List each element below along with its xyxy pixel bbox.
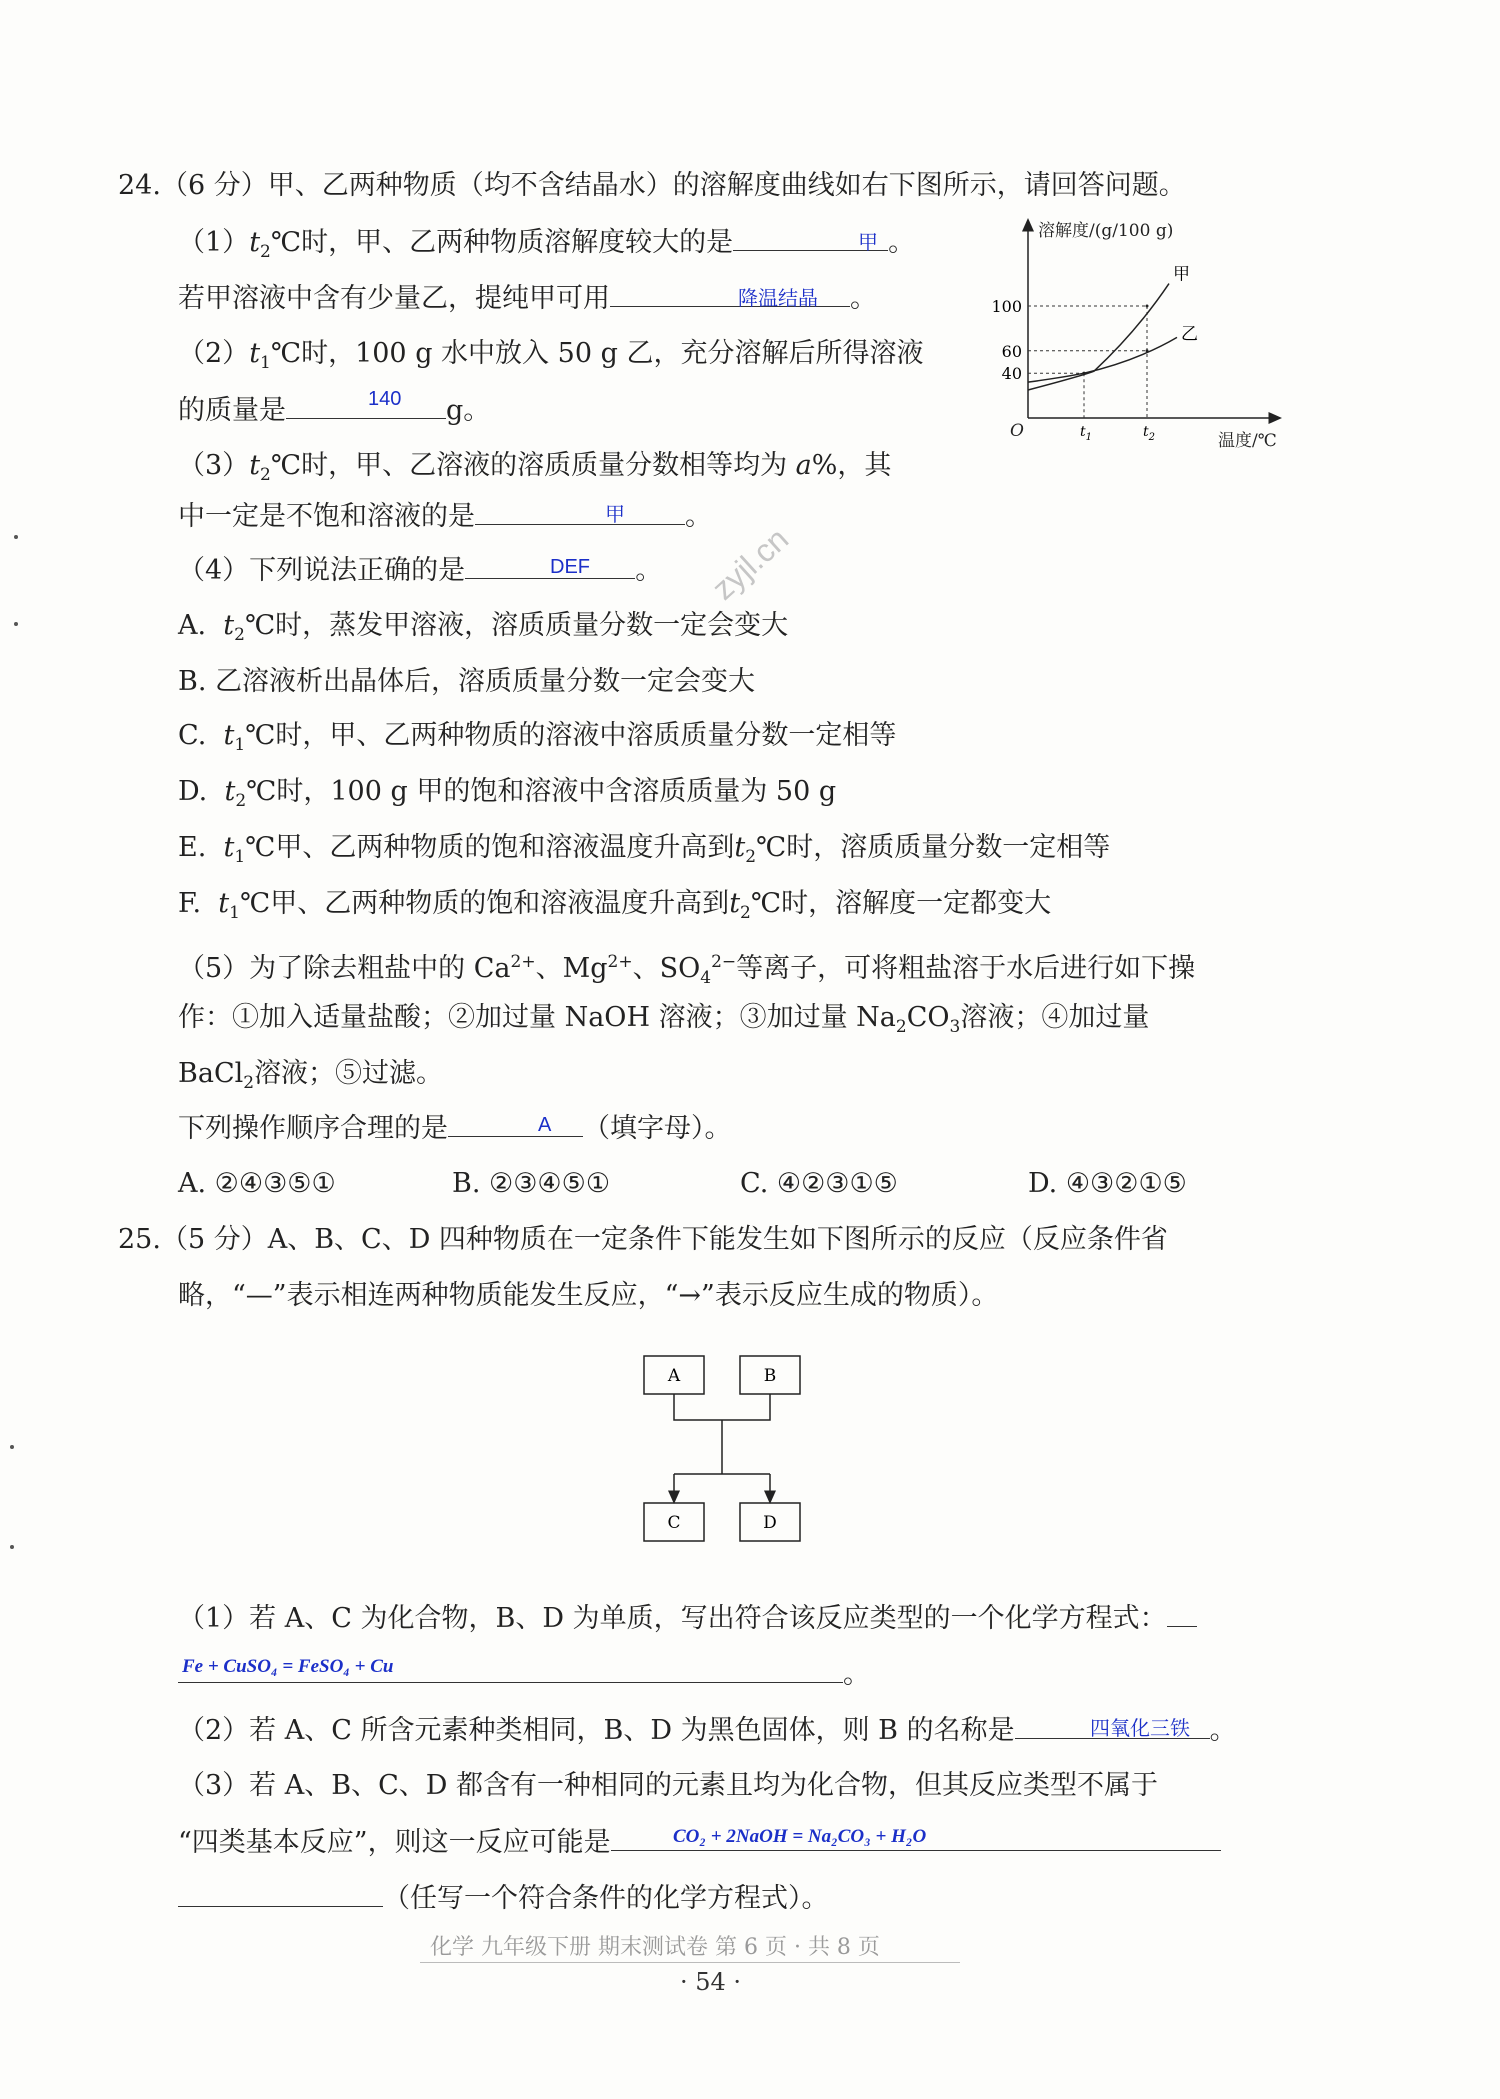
q25-part1: （1）若 A、C 为化合物，B、D 为单质，写出符合该反应类型的一个化学方程式： [178, 1600, 1197, 1637]
q24-option-d: D. $t_2℃$时，100 g 甲的饱和溶液中含溶质质量为 50 g [178, 776, 837, 811]
q24-option-b: B. 乙溶液析出晶体后，溶质质量分数一定会变大 [178, 666, 756, 697]
x-tick-t1: $t_1$ [1080, 424, 1093, 443]
solubility-chart [980, 218, 1300, 458]
point-乙-2 [1146, 349, 1149, 352]
curve-乙 [1028, 337, 1177, 382]
chart-origin: O [1010, 421, 1024, 441]
point-乙-1 [1083, 372, 1086, 375]
y-tick-60: 60 [1001, 341, 1022, 361]
q24-part5-line2: 作：①加入适量盐酸；②加过量 NaOH 溶液；③加过量 $Na_2CO_3$溶液；④加过量 [178, 1002, 1150, 1037]
q24-answer-1: 甲 [858, 232, 878, 254]
curve-label-甲: 甲 [1173, 264, 1190, 285]
q24-choice-c: C. ④②③①⑤ [740, 1168, 898, 1199]
q24-option-c: C. $t_1℃$时，甲、乙两种物质的溶液中溶质质量分数一定相等 [178, 720, 897, 755]
q25-part3b: “四类基本反应”，则这一反应可能是 [178, 1824, 1221, 1861]
curve-label-乙: 乙 [1181, 324, 1198, 345]
q24-option-a: A. $t_2℃$时，蒸发甲溶液，溶质质量分数一定会变大 [178, 610, 789, 645]
q24-part3b: 中一定是不饱和溶液的是 。 [178, 498, 712, 535]
q25-part3c: （任写一个符合条件的化学方程式）。 [178, 1880, 829, 1917]
x-tick-t2: $t_2$ [1143, 424, 1156, 443]
q25-answer-1: Fe + CuSO₄ = FeSO₄ + Cu [182, 1656, 394, 1677]
box-c-label: C [667, 1513, 681, 1533]
chart-y-label: 溶解度/(g/100 g) [1038, 221, 1174, 241]
q24-part4: （4）下列说法正确的是 。 [178, 552, 662, 589]
q24-answer-3: 甲 [605, 504, 625, 526]
q25-part2: （2）若 A、C 所含元素种类相同，B、D 为黑色固体，则 B 的名称是 。 [178, 1712, 1237, 1749]
connector-top [674, 1394, 770, 1420]
scan-dot [14, 622, 18, 626]
q24-choice-a: A. ②④③⑤① [178, 1168, 336, 1199]
q24-option-e: E. $t_1℃$甲、乙两种物质的饱和溶液温度升高到$t_2℃$时，溶质质量分数一定相等 [178, 832, 1111, 867]
q25-line2: 略，“—”表示相连两种物质能发生反应，“→”表示反应生成的物质）。 [178, 1280, 999, 1311]
y-tick-100: 100 [991, 297, 1022, 316]
q24-header: 24.（6 分）甲、乙两种物质（均不含结晶水）的溶解度曲线如右下图所示，请回答问题。 [118, 170, 1186, 201]
box-d-label: D [763, 1513, 777, 1533]
y-tick-40: 40 [1001, 364, 1022, 384]
scan-dot [10, 1445, 14, 1449]
q24-part3: $(3)t_2℃$时，甲、乙溶液的溶质质量分数相等均为 a%，其 [178, 450, 892, 485]
q24-answer-2: 140 [368, 388, 402, 410]
q24-part5-line4: 下列操作顺序合理的是 （填字母）。 [178, 1110, 732, 1147]
q24-part1b: 若甲溶液中含有少量乙，提纯甲可用 。 [178, 280, 877, 317]
q25-line1: 25.（5 分）A、B、C、D 四种物质在一定条件下能发生如下图所示的反应（反应条件省 [118, 1224, 1168, 1255]
q25-answer-3: CO₂ + 2NaOH = Na₂CO₃ + H₂O [673, 1826, 927, 1847]
q24-answer-4: DEF [550, 556, 590, 578]
q24-part1: $(1)t_2℃$时，甲、乙两种物质溶解度较大的是 。 [178, 224, 915, 270]
scan-dot [10, 1545, 14, 1549]
chart-x-label: 温度/℃ [1218, 431, 1277, 451]
box-b-label: B [763, 1366, 777, 1386]
reaction-diagram [640, 1350, 820, 1550]
q24-part2b: 的质量是 g。 [178, 392, 490, 429]
q25-part3: （3）若 A、B、C、D 都含有一种相同的元素且均为化合物，但其反应类型不属于 [178, 1770, 1158, 1801]
scan-dot [14, 535, 18, 539]
point-甲-2 [1146, 305, 1149, 308]
q24-part5-line3: BaCl$_2$溶液；⑤过滤。 [178, 1058, 444, 1093]
q24-answer-1b: 降温结晶 [738, 288, 818, 310]
page-number: · 54 · [680, 1968, 742, 1996]
q25-answer-2: 四氧化三铁 [1090, 1718, 1190, 1740]
q24-part5-line1: （5）为了除去粗盐中的 $Ca^{2+}$、$Mg^{2+}$、$SO_4^{2-}$等离子，可将粗盐溶于水后进行如下操 [178, 952, 1196, 988]
curve-甲 [1028, 284, 1169, 390]
footer-rule [420, 1962, 960, 1963]
q24-choice-d: D. ④③②①⑤ [1028, 1168, 1187, 1199]
q24-option-f: F. $t_1℃$甲、乙两种物质的饱和溶液温度升高到$t_2℃$时，溶解度一定都变大 [178, 888, 1052, 923]
q24-part2: $(2)t_1℃$时，100 g 水中放入 50 g 乙，充分溶解后所得溶液 [178, 338, 924, 373]
footer: 化学 九年级下册 期末测试卷 第 6 页 · 共 8 页 [430, 1935, 880, 1960]
watermark: zyjl.cn [705, 520, 796, 607]
box-a-label: A [667, 1366, 681, 1386]
q25-part1-blank: 。 [178, 1656, 870, 1693]
q24-choice-b: B. ②③④⑤① [452, 1168, 611, 1199]
q24-answer-5: A [538, 1114, 552, 1136]
